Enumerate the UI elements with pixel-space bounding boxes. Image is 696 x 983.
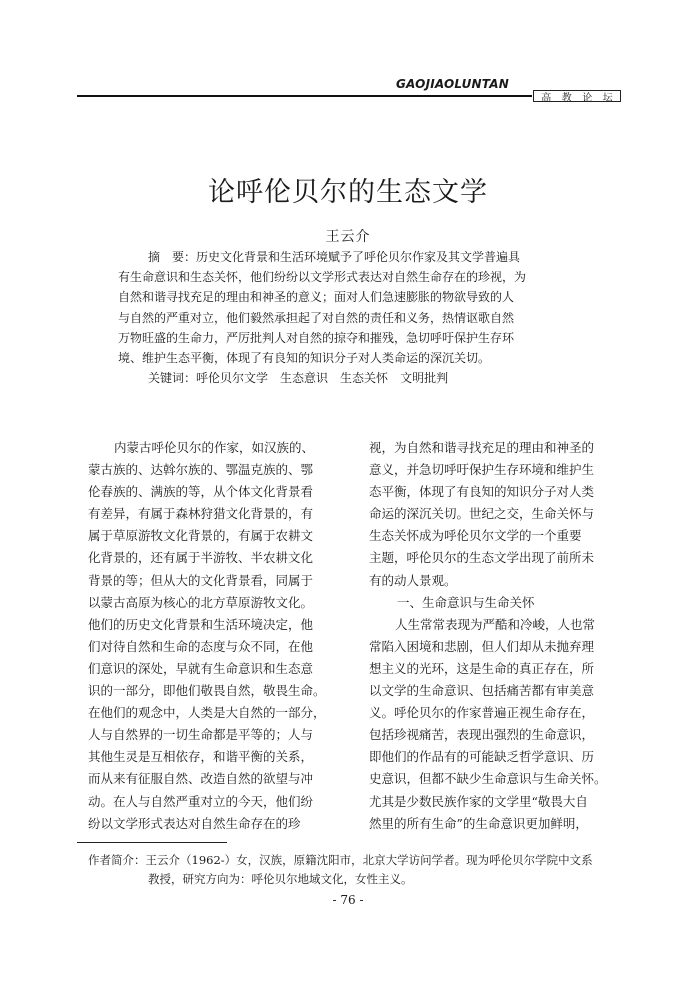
body-column-left	[88, 437, 338, 835]
section-heading: 一、生命意识与生命关怀	[397, 594, 535, 610]
body-line: 生态关怀成为呼伦贝尔文学的一个重要	[369, 528, 582, 544]
body-line: 化背景的，还有属于半游牧、半农耕文化	[88, 550, 314, 566]
body-line: 尤其是少数民族作家的文学里“敬畏大自	[369, 793, 588, 809]
body-line: 背景的等；但从大的文化背景看，同属于	[88, 572, 314, 588]
body-line: 常陷入困境和悲剧，但人们却从未抛弃理	[369, 638, 595, 654]
body-line: 有差异，有属于森林狩猎文化背景的，有	[88, 506, 314, 522]
body-column-right	[369, 437, 621, 835]
body-line: 态平衡，体现了有良知的知识分子对人类	[369, 484, 595, 500]
body-line: 义。呼伦贝尔的作家普遍正视生命存在，	[369, 705, 595, 721]
body-line: 们意识的深处，早就有生命意识和生态意	[88, 660, 314, 676]
abstract-line: 与自然的严重对立，他们毅然承担起了对自然的责任和义务，热情讴歌自然	[118, 310, 515, 325]
keyword: 生态关怀	[340, 371, 389, 386]
body-line: 命运的深沉关切。世纪之交，生命关怀与	[369, 506, 595, 522]
body-line: 以蒙古高原为核心的北方草原游牧文化。	[88, 594, 314, 610]
journal-name-en: GAOJIAOLUNTAN	[396, 77, 509, 91]
body-line: 视，为自然和谐寻找充足的理由和神圣的	[369, 440, 595, 455]
body-line: 其他生灵是互相依存，和谐平衡的关系，	[88, 749, 314, 765]
journal-badge-char: 教	[561, 92, 572, 104]
body-line: 意义，并急切呼吁保护生存环境和维护生	[369, 462, 595, 478]
body-line: 识的一部分，即他们敬畏自然，敬畏生命。	[88, 683, 326, 699]
abstract-line: 境、维护生态平衡，体现了有良知的知识分子对人类命运的深沉关切。	[118, 350, 491, 365]
body-line: 即他们的作品有的可能缺乏哲学意识、历	[369, 749, 595, 765]
abstract-line: 有生命意识和生态关怀，他们纷纷以文学形式表达对自然生命存在的珍视，为	[118, 270, 527, 285]
abstract	[118, 247, 580, 389]
body-line: 人与自然界的一切生命都是平等的；人与	[88, 727, 314, 743]
body-line: 纷以文学形式表达对自然生命存在的珍	[88, 815, 301, 831]
body-line: 而从来有征服自然、改造自然的欲望与冲	[88, 771, 314, 787]
journal-badge-char: 高	[541, 92, 552, 104]
body-line: 然里的所有生命”的生命意识更加鲜明，	[369, 815, 588, 831]
abstract-line: 自然和谐寻找充足的理由和神圣的意义；面对人们急速膨胀的物欲导致的人	[118, 290, 515, 305]
body-line: 包括珍视痛苦，表现出强烈的生命意识，	[369, 727, 595, 743]
keywords	[118, 368, 580, 389]
body-line: 以文学的生命意识、包括痛苦都有审美意	[369, 683, 595, 699]
journal-badge	[533, 90, 621, 102]
keyword: 文明批判	[400, 371, 449, 386]
body-line: 内蒙古呼伦贝尔的作家，如汉族的、	[114, 440, 315, 455]
body-line: 属于草原游牧文化背景的，有属于农耕文	[88, 528, 314, 544]
body-line: 他们的历史文化背景和生活环境决定，他	[88, 616, 314, 632]
abstract-line: 万物旺盛的生命力，严厉批判人对自然的掠夺和摧残，急切呼吁保护生存环	[118, 330, 515, 345]
page-number: - 76 -	[332, 893, 364, 907]
keyword: 生态意识	[280, 371, 329, 386]
body-line: 伦春族的、满族的等，从个体文化背景看	[88, 484, 314, 500]
footnote-rule	[77, 842, 227, 843]
abstract-line: 摘 要：历史文化背景和生活环境赋予了呼伦贝尔作家及其文学普遍具	[148, 250, 521, 264]
keywords-label: 关键词：	[148, 371, 197, 386]
body-line: 想主义的光环，这是生命的真正存在，所	[369, 660, 595, 676]
footnote-line: 教授，研究方向为：呼伦贝尔地域文化，女性主义。	[148, 872, 413, 886]
body-line: 们对待自然和生命的态度与众不同，在他	[88, 638, 314, 654]
body-line: 蒙古族的、达斡尔族的、鄂温克族的、鄂	[88, 462, 314, 478]
body-line: 人生常常表现为严酷和冷峻，人也常	[395, 616, 596, 632]
keyword: 呼伦贝尔文学	[196, 371, 269, 386]
article-title: 论呼伦贝尔的生态文学	[208, 177, 488, 208]
journal-badge-char: 坛	[602, 92, 613, 104]
author-footnote	[88, 851, 648, 889]
article-author: 王云介	[325, 229, 371, 245]
body-line: 在他们的观念中，人类是大自然的一部分，	[88, 705, 326, 721]
journal-badge-char: 论	[582, 92, 593, 104]
body-line: 主题，呼伦贝尔的生态文学出现了前所未	[369, 550, 595, 566]
body-line: 有的动人景观。	[369, 572, 457, 588]
body-line: 史意识，但都不缺少生命意识与生命关怀。	[369, 771, 607, 787]
header-rule	[77, 95, 532, 97]
body-line: 动。在人与自然严重对立的今天，他们纷	[88, 793, 314, 809]
footnote-line: 作者简介：王云介（1962-）女，汉族，原籍沈阳市，北京大学访问学者。现为呼伦贝尔学院中文系	[88, 853, 593, 867]
